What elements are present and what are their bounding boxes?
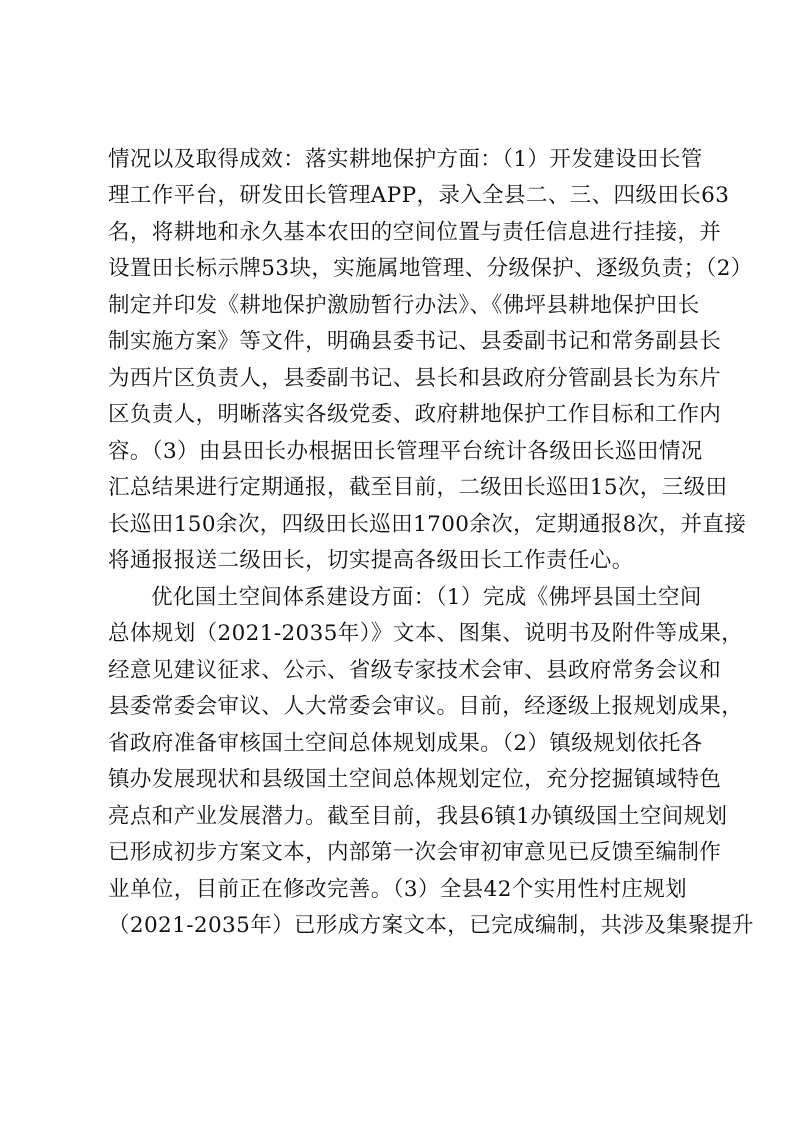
text-line: 总体规划（2021-2035年）》文本、图集、说明书及附件等成果， — [108, 621, 744, 646]
text-line: 为西片区负责人，县委副书记、县长和县政府分管副县长为东片 — [108, 366, 722, 391]
text-line: 容。（3）由县田长办根据田长管理平台统计各级田长巡田情况 — [108, 439, 703, 464]
paragraph-first-line: 优化国土空间体系建设方面：（1）完成《佛坪县国土空间 — [151, 585, 702, 610]
text-line: 汇总结果进行定期通报，截至目前，二级田长巡田15次，三级田 — [108, 475, 728, 500]
text-line: 省政府准备审核国土空间总体规划成果。（2）镇级规划依托各 — [108, 731, 703, 756]
text-line: 亮点和产业发展潜力。截至目前，我县6镇1办镇级国土空间规划 — [108, 804, 728, 829]
text-line: 镇办发展现状和县级国土空间总体规划定位，充分挖掘镇域特色 — [108, 767, 722, 792]
text-line: 设置田长标示牌53块，实施属地管理、分级保护、逐级负责；（2） — [108, 256, 753, 281]
text-line: 业单位，目前正在修改完善。（3）全县42个实用性村庄规划 — [108, 877, 687, 902]
text-line: 县委常委会审议、人大常委会审议。目前，经逐级上报规划成果， — [108, 694, 744, 719]
text-line: （2021-2035年）已形成方案文本，已完成编制，共涉及集聚提升 — [108, 913, 754, 938]
text-line: 名，将耕地和永久基本农田的空间位置与责任信息进行挂接，并 — [108, 220, 722, 245]
text-line: 区负责人，明晰落实各级党委、政府耕地保护工作目标和工作内 — [108, 402, 722, 427]
text-line: 制实施方案》等文件，明确县委书记、县委副书记和常务副县长 — [108, 329, 722, 354]
text-line: 将通报报送二级田长，切实提高各级田长工作责任心。 — [108, 548, 634, 573]
text-line: 情况以及取得成效：落实耕地保护方面：（1）开发建设田长管 — [108, 147, 703, 172]
text-line: 已形成初步方案文本，内部第一次会审初审意见已反馈至编制作 — [108, 840, 722, 865]
text-line: 制定并印发《耕地保护激励暂行办法》、《佛坪县耕地保护田长 — [108, 293, 700, 318]
text-line: 理工作平台，研发田长管理APP，录入全县二、三、四级田长63 — [108, 183, 730, 208]
text-line: 长巡田150余次，四级田长巡田1700余次，定期通报8次，并直接 — [108, 512, 747, 537]
text-line: 经意见建议征求、公示、省级专家技术会审、县政府常务会议和 — [108, 658, 722, 683]
